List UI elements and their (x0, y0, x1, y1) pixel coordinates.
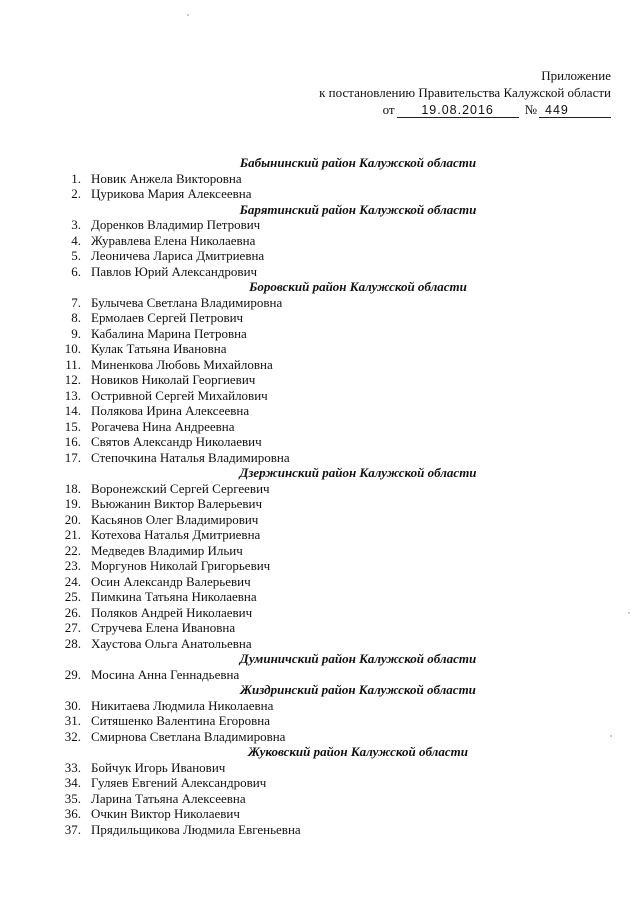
list-item (58, 481, 578, 497)
person-name: Новиков Николай Георгиевич (91, 372, 256, 387)
appendix-subtitle: к постановлению Правительства Калужской области (319, 85, 611, 100)
person-name: Мосина Анна Геннадьевна (91, 666, 240, 682)
list-item (58, 233, 578, 249)
item-number: 28. (64, 635, 81, 651)
person-name: Вьюжанин Виктор Валерьевич (91, 496, 263, 511)
list-item (58, 419, 578, 435)
item-number: 5. (71, 248, 81, 263)
person-name: Осин Александр Валерьевич (91, 573, 251, 589)
list-item (58, 698, 578, 714)
person-name: Смирнова Светлана Владимировна (91, 728, 286, 744)
list-item (58, 527, 578, 543)
list-item (58, 760, 578, 776)
person-name: Миненкова Любовь Михайловна (91, 356, 273, 372)
person-name: Доренков Владимир Петрович (91, 217, 261, 232)
district-heading: Барятинский район Калужской области (239, 201, 477, 217)
item-number: 19. (64, 496, 81, 511)
list-item (58, 264, 578, 280)
item-number: 33. (64, 759, 81, 775)
item-number: 16. (64, 434, 81, 449)
district-heading: Жиздринский район Калужской области (240, 682, 476, 697)
person-name: Хаустова Ольга Анатольевна (91, 635, 252, 651)
decree-date: 19.08.2016 (397, 103, 519, 118)
item-number: 36. (64, 806, 81, 821)
list-item (58, 217, 578, 233)
person-name: Очкин Виктор Николаевич (91, 806, 240, 821)
list-item (58, 574, 578, 590)
person-name: Поляков Андрей Николаевич (91, 604, 253, 620)
item-number: 23. (64, 558, 81, 573)
list-item (58, 667, 578, 683)
person-name: Святов Александр Николаевич (91, 434, 262, 449)
scan-speck (610, 735, 612, 737)
item-number: 29. (64, 666, 81, 682)
item-number: 31. (64, 713, 81, 728)
item-number: 26. (64, 604, 81, 620)
person-name: Леоничева Лариса Дмитриевна (91, 248, 265, 263)
list-item (58, 388, 578, 404)
item-number: 32. (64, 728, 81, 744)
list-item (58, 605, 578, 621)
appendix-header (319, 67, 611, 118)
district-heading: Бабынинский район Калужской области (239, 155, 477, 170)
item-number: 15. (64, 418, 81, 434)
person-name: Никитаева Людмила Николаевна (91, 697, 274, 713)
person-name: Котехова Наталья Дмитриевна (91, 527, 261, 542)
person-name: Ситяшенко Валентина Егоровна (91, 713, 270, 728)
item-number: 17. (64, 449, 81, 465)
person-name: Гуляев Евгений Александрович (91, 775, 267, 790)
person-name: Павлов Юрий Александрович (91, 263, 258, 279)
item-number: 9. (71, 325, 81, 341)
person-name: Ермолаев Сергей Петрович (91, 310, 244, 325)
person-name: Моргунов Николай Григорьевич (91, 558, 271, 573)
person-name: Кабалина Марина Петровна (91, 325, 247, 341)
person-name: Стручева Елена Ивановна (91, 620, 236, 635)
item-number: 18. (64, 480, 81, 496)
list-item (58, 512, 578, 528)
item-number: 3. (71, 217, 81, 232)
item-number: 27. (64, 620, 81, 635)
person-name: Медведев Владимир Ильич (91, 542, 243, 558)
person-name: Рогачева Нина Андреевна (91, 418, 235, 434)
list-item (58, 434, 578, 450)
person-name: Новик Анжела Викторовна (91, 170, 242, 186)
number-label: № (524, 102, 537, 117)
item-number: 13. (64, 387, 81, 403)
appendix-title: Приложение (541, 68, 611, 83)
district-heading: Думиничский район Калужской области (239, 651, 477, 666)
list-item (58, 310, 578, 326)
item-number: 25. (64, 589, 81, 604)
list-item (58, 248, 578, 264)
item-number: 24. (64, 573, 81, 589)
person-name: Остривной Сергей Михайлович (91, 387, 268, 403)
person-name: Бойчук Игорь Иванович (91, 759, 226, 775)
list-item (58, 822, 578, 838)
item-number: 8. (71, 310, 81, 325)
list-item (58, 589, 578, 605)
person-name: Журавлева Елена Николаевна (91, 232, 256, 248)
item-number: 21. (64, 527, 81, 542)
item-number: 37. (64, 821, 81, 837)
person-name: Степочкина Наталья Владимировна (91, 449, 290, 465)
district-heading: Жуковский район Калужской области (248, 744, 468, 759)
district-list (58, 155, 578, 837)
item-number: 6. (71, 263, 81, 279)
person-name: Цурикова Мария Алексеевна (91, 186, 252, 201)
person-name: Пимкина Татьяна Николаевна (91, 589, 257, 604)
item-number: 11. (65, 356, 81, 372)
item-number: 22. (64, 542, 81, 558)
list-item (58, 403, 578, 419)
list-item (58, 450, 578, 466)
list-item (58, 620, 578, 636)
item-number: 2. (71, 186, 81, 201)
list-item (58, 186, 578, 202)
scan-speck (187, 14, 189, 16)
list-item (58, 326, 578, 342)
list-item (58, 496, 578, 512)
person-name: Ларина Татьяна Алексеевна (91, 790, 246, 806)
district-heading: Дзержинский район Калужской области (239, 465, 477, 480)
list-item (58, 729, 578, 745)
item-number: 30. (64, 697, 81, 713)
list-item (58, 713, 578, 729)
list-item (58, 295, 578, 311)
item-number: 34. (64, 775, 81, 790)
item-number: 4. (71, 232, 81, 248)
item-number: 10. (64, 341, 81, 356)
item-number: 1. (71, 170, 81, 186)
list-item (58, 806, 578, 822)
list-item (58, 357, 578, 373)
decree-number: 449 (539, 103, 611, 118)
item-number: 20. (64, 511, 81, 527)
list-item (58, 775, 578, 791)
list-item (58, 372, 578, 388)
person-name: Прядильщикова Людмила Евгеньевна (91, 821, 301, 837)
list-item (58, 636, 578, 652)
person-name: Воронежский Сергей Сергеевич (91, 480, 270, 496)
item-number: 7. (71, 294, 81, 310)
list-item (58, 543, 578, 559)
list-item (58, 171, 578, 187)
date-label: от (382, 102, 395, 117)
scan-speck (628, 612, 630, 614)
list-item (58, 341, 578, 357)
person-name: Полякова Ирина Алексеевна (91, 403, 250, 418)
district-heading: Боровский район Калужской области (249, 279, 467, 294)
person-name: Касьянов Олег Владимирович (91, 511, 259, 527)
list-item (58, 791, 578, 807)
list-item (58, 558, 578, 574)
decree-reference (319, 101, 611, 118)
person-name: Кулак Татьяна Ивановна (91, 341, 227, 356)
item-number: 14. (64, 403, 81, 418)
person-name: Булычева Светлана Владимировна (91, 294, 283, 310)
item-number: 12. (64, 372, 81, 387)
item-number: 35. (64, 790, 81, 806)
